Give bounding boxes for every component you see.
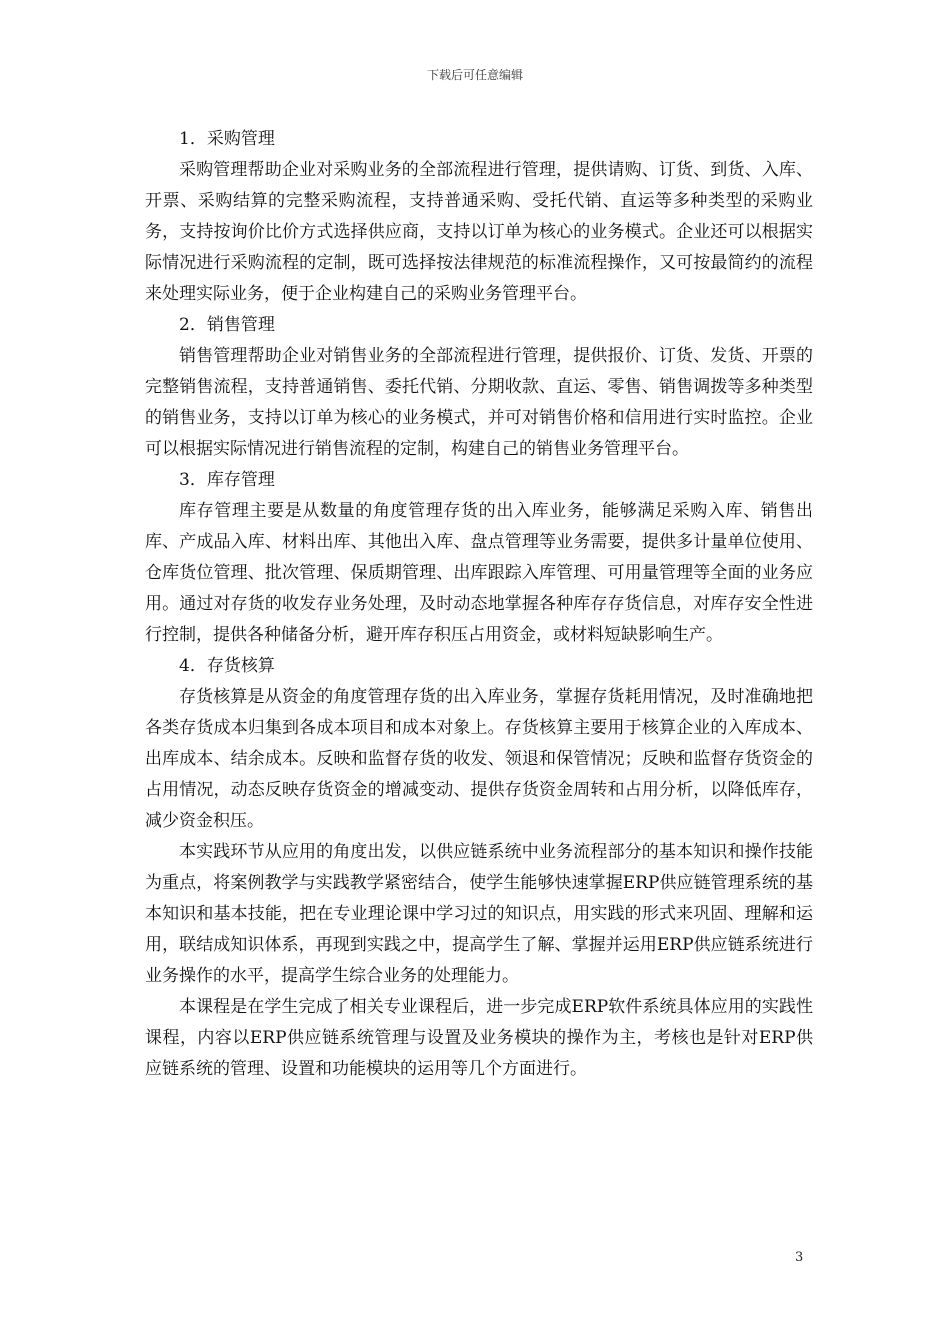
page-header: 下载后可任意编辑 bbox=[426, 68, 523, 82]
section-body-sales: 销售管理帮助企业对销售业务的全部流程进行管理，提供报价、订货、发货、开票的完整销售流程，支持普通销售、委托代销、分期收款、直运、零售、销售调拨等多种类型的销售业务，支持以订单为核心的业务模式，并可对销售价格和信用进行实时监控。企业可以根据实际情况进行销售流程的定制，构建自己的销售业务管理平台。 bbox=[145, 346, 813, 459]
page-number: 3 bbox=[795, 1250, 804, 1265]
section-heading-sales: 2．销售管理 bbox=[179, 315, 275, 335]
closing-paragraph-course: 本课程是在学生完成了相关专业课程后，进一步完成ERP软件系统具体应用的实践性课程，内容以ERP供应链系统管理与设置及业务模块的操作为主，考核也是针对ERP供应链系统的管理、设置和功能模块的运用等几个方面进行。 bbox=[145, 997, 813, 1079]
section-heading-costing: 4．存货核算 bbox=[179, 656, 275, 676]
section-body-inventory: 库存管理主要是从数量的角度管理存货的出入库业务，能够满足采购入库、销售出库、产成品入库、材料出库、其他出入库、盘点管理等业务需要，提供多计量单位使用、仓库货位管理、批次管理、保质期管理、出库跟踪入库管理、可用量管理等全面的业务应用。通过对存货的收发存业务处理，及时动态地掌握各种库存存货信息，对库存安全性进行控制，提供各种储备分析，避开库存积压占用资金，或材料短缺影响生产。 bbox=[145, 501, 813, 645]
section-body-costing: 存货核算是从资金的角度管理存货的出入库业务，掌握存货耗用情况，及时准确地把各类存货成本归集到各成本项目和成本对象上。存货核算主要用于核算企业的入库成本、出库成本、结余成本。反映和监督存货的收发、领退和保管情况；反映和监督存货资金的占用情况，动态反映存货资金的增减变动、提供存货资金周转和占用分析，以降低库存，减少资金积压。 bbox=[145, 687, 813, 831]
section-heading-purchase: 1．采购管理 bbox=[179, 129, 275, 149]
document-body bbox=[145, 124, 813, 1085]
section-body-purchase: 采购管理帮助企业对采购业务的全部流程进行管理，提供请购、订货、到货、入库、开票、采购结算的完整采购流程，支持普通采购、受托代销、直运等多种类型的采购业务，支持按询价比价方式选择供应商，支持以订单为核心的业务模式。企业还可以根据实际情况进行采购流程的定制，既可选择按法律规范的标准流程操作，又可按最简约的流程来处理实际业务，便于企业构建自己的采购业务管理平台。 bbox=[145, 160, 813, 304]
section-heading-inventory: 3．库存管理 bbox=[179, 470, 275, 490]
closing-paragraph-practice: 本实践环节从应用的角度出发，以供应链系统中业务流程部分的基本知识和操作技能为重点，将案例教学与实践教学紧密结合，使学生能够快速掌握ERP供应链管理系统的基本知识和基本技能，把在专业理论课中学习过的知识点，用实践的形式来巩固、理解和运用，联结成知识体系，再现到实践之中，提高学生了解、掌握并运用ERP供应链系统进行业务操作的水平，提高学生综合业务的处理能力。 bbox=[145, 842, 813, 986]
